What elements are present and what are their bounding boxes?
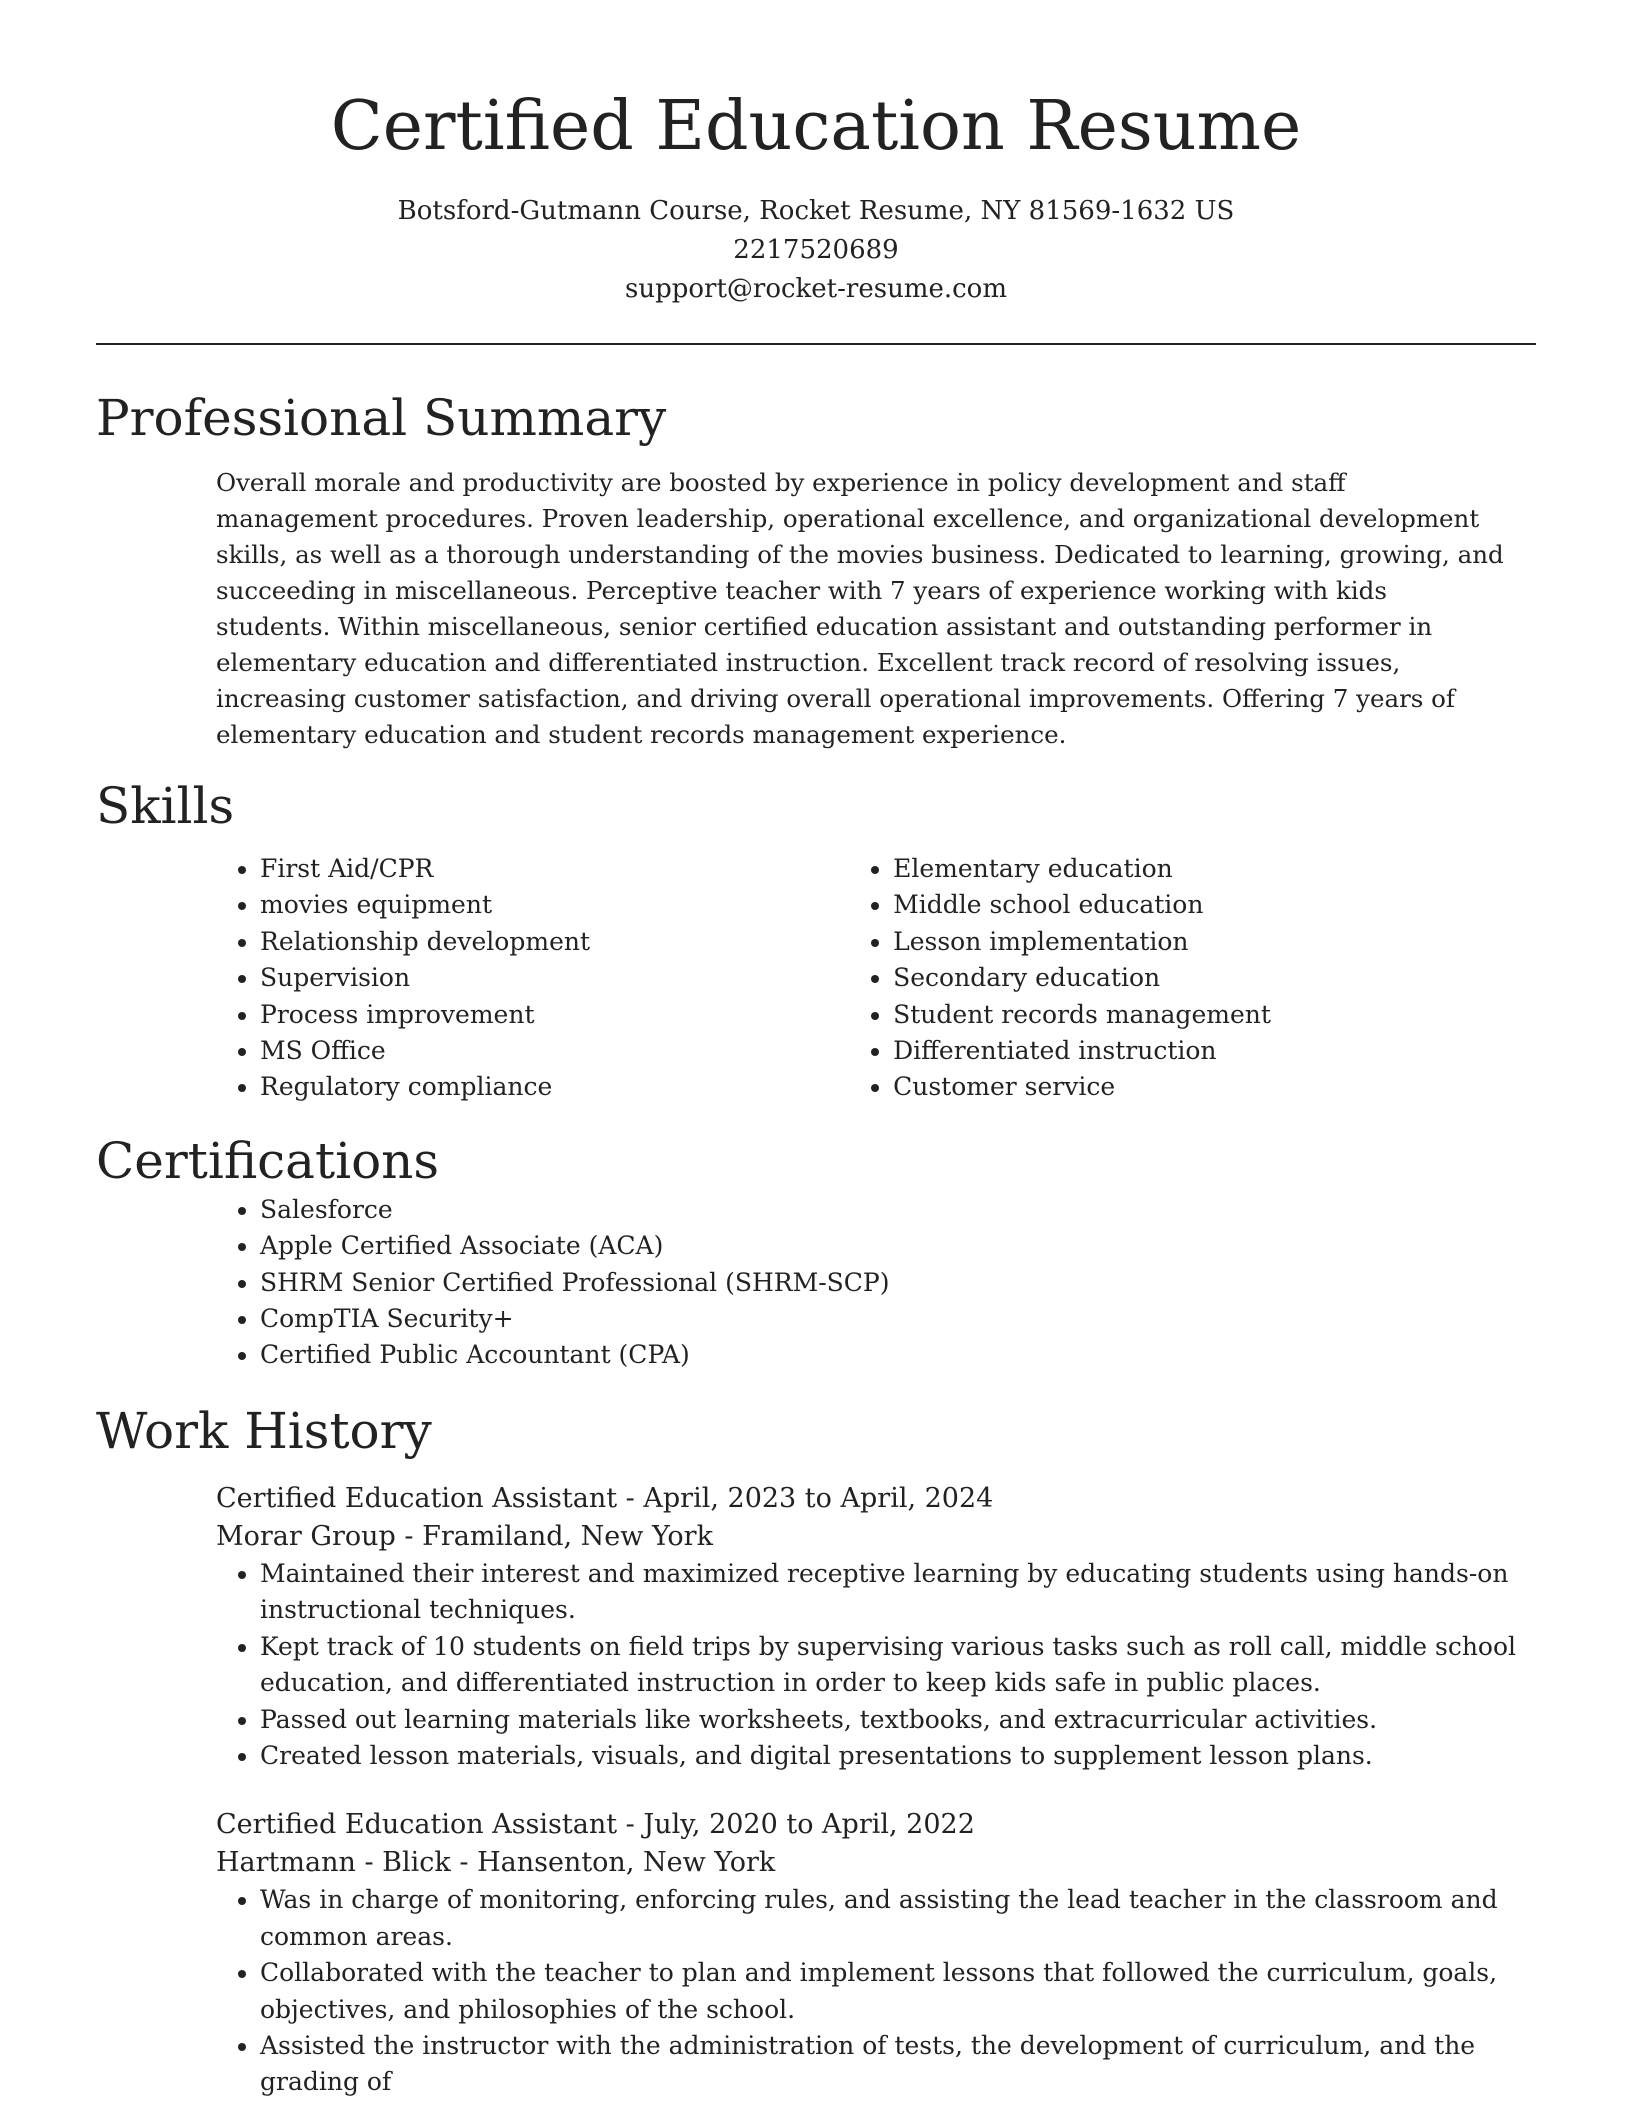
job-duty: • Assisted the instructor with the administration of tests, the development of curriculum, and the grading of	[260, 2028, 1536, 2101]
skill-item: • Process improvement	[260, 997, 893, 1033]
certifications-list	[96, 1192, 1536, 1374]
contact-email: support@rocket-resume.com	[624, 274, 1007, 304]
skill-item: • First Aid/CPR	[260, 851, 893, 887]
skills-grid	[96, 851, 1536, 1106]
skill-item: • MS Office	[260, 1033, 893, 1069]
skills-heading: Skills	[96, 777, 235, 835]
skill-item: • Regulatory compliance	[260, 1069, 893, 1105]
job-company-line: Morar Group - Framiland, New York	[216, 1520, 713, 1552]
skill-item: • Relationship development	[260, 924, 893, 960]
resume-title: Certified Education Resume	[330, 87, 1302, 166]
job-role: Certified Education Assistant	[216, 1809, 618, 1841]
skills-list-left	[96, 851, 893, 1106]
skill-item: • movies equipment	[260, 887, 893, 923]
certification-item: • Salesforce	[260, 1192, 1536, 1228]
work-history-heading: Work History	[96, 1401, 432, 1460]
skill-item: • Supervision	[260, 960, 893, 996]
contact-address: Botsford-Gutmann Course, Rocket Resume, NY 81569-1632 US	[397, 196, 1235, 226]
job-duty: • Was in charge of monitoring, enforcing rules, and assisting the lead teacher in the classroom and common areas.	[260, 1882, 1536, 1955]
certifications-heading: Certifications	[96, 1131, 440, 1190]
job-location: Framiland, New York	[422, 1520, 713, 1552]
certification-item: • CompTIA Security+	[260, 1301, 1536, 1337]
certification-item: • Apple Certified Associate (ACA)	[260, 1228, 1536, 1264]
contact-phone: 2217520689	[733, 235, 899, 265]
job-duty: • Created lesson materials, visuals, and digital presentations to supplement lesson plans.	[260, 1738, 1536, 1774]
job-role-line: Certified Education Assistant - July, 2020 to April, 2022	[216, 1809, 975, 1841]
skill-item: • Student records management	[893, 997, 1536, 1033]
header-divider	[96, 343, 1536, 345]
skill-item: • Middle school education	[893, 887, 1536, 923]
skill-item: • Elementary education	[893, 851, 1536, 887]
job-dates: April, 2023 to April, 2024	[643, 1482, 994, 1514]
job-company: Morar Group	[216, 1520, 396, 1552]
certification-item: • Certified Public Accountant (CPA)	[260, 1337, 1536, 1373]
job-location: Hansenton, New York	[477, 1847, 776, 1879]
job-company: Hartmann - Blick	[216, 1847, 451, 1879]
summary-heading: Professional Summary	[96, 389, 667, 447]
job-duty: • Maintained their interest and maximized receptive learning by educating students using hands-on instructional techniques.	[260, 1556, 1536, 1629]
resume-header	[96, 0, 1536, 309]
job-duties-list	[216, 1882, 1536, 2100]
resume-page	[96, 0, 1536, 2112]
job-role: Certified Education Assistant	[216, 1482, 618, 1514]
job-duty: • Passed out learning materials like worksheets, textbooks, and extracurricular activities.	[260, 1702, 1536, 1738]
contact-block	[96, 192, 1536, 309]
job-duty: • Collaborated with the teacher to plan and implement lessons that followed the curriculum, goals, objectives, and philosophies of the school.	[260, 1955, 1536, 2028]
job-dates: July, 2020 to April, 2022	[643, 1809, 975, 1841]
skill-item: • Customer service	[893, 1069, 1536, 1105]
job-duties-list	[216, 1556, 1536, 1774]
skill-item: • Secondary education	[893, 960, 1536, 996]
job-duty: • Kept track of 10 students on field trips by supervising various tasks such as roll call, middle school education, and differentiated instruction in order to keep kids safe in public places.	[260, 1629, 1536, 1702]
skill-item: • Differentiated instruction	[893, 1033, 1536, 1069]
job-entry	[216, 1806, 1536, 2100]
job-company-line: Hartmann - Blick - Hansenton, New York	[216, 1847, 776, 1879]
job-entry	[216, 1480, 1536, 1774]
job-role-line: Certified Education Assistant - April, 2023 to April, 2024	[216, 1482, 994, 1514]
skills-list-right	[893, 851, 1536, 1106]
skill-item: • Lesson implementation	[893, 924, 1536, 960]
certification-item: • SHRM Senior Certified Professional (SHRM-SCP)	[260, 1265, 1536, 1301]
summary-text: Overall morale and productivity are boosted by experience in policy development and staff management procedures. Proven leadership, operational excellence, and organizational development skills, as well as a thorough understanding of the movies business. Dedicated to learning, growing, and succeeding in miscellaneous. Perceptive teacher with 7 years of experience working with kids students. Within miscellaneous, senior certified education assistant and outstanding performer in elementary education and differentiated instruction. Excellent track record of resolving issues, increasing customer satisfaction, and driving overall operational improvements. Offering 7 years of elementary education and student records management experience.	[216, 468, 1504, 749]
